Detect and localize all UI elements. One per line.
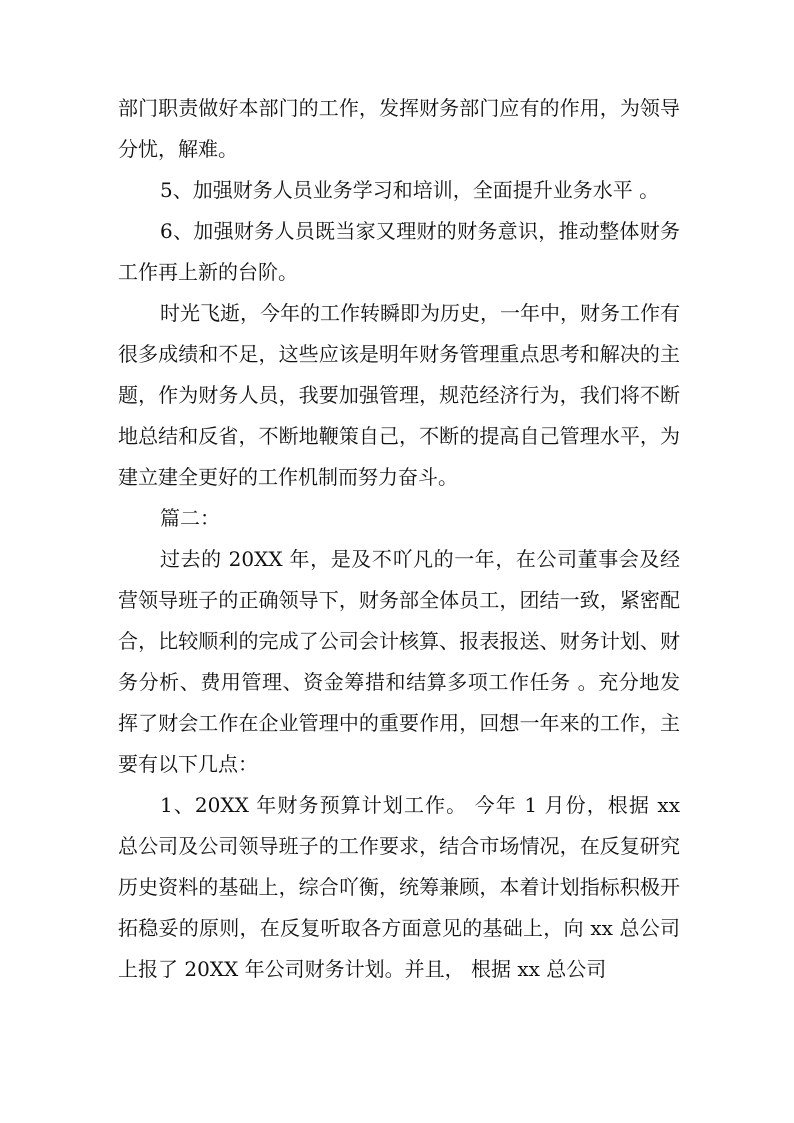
section-heading: 篇二： (160, 506, 220, 530)
paragraph-2: 5、加强财务人员业务学习和培训，全面提升业务水平 。 (160, 178, 660, 202)
paragraph-3: 6、加强财务人员既当家又理财的财务意识，推动整体财务工作再上新的台阶。 (118, 219, 680, 284)
document-body (118, 88, 680, 990)
paragraph-6: 1、20XX 年财务预算计划工作。 今年 1 月份，根据 xx 总公司及公司领导班子的工作要求，结合市场情况，在反复研究历史资料的基础上，综合吖衡，统筹兼顾，本着计划指标积极开拓稳妥的原则，在反复听取各方面意见的基础上，向 xx 总公司上报了 20XX 年公司财务计划。并且， 根据 xx 总公司 (118, 793, 680, 981)
paragraph-4: 时光飞逝，今年的工作转瞬即为历史，一年中，财务工作有很多成绩和不足，这些应该是明年财务管理重点思考和解决的主题，作为财务人员，我要加强管理，规范经济行为，我们将不断地总结和反省，不断地鞭策自己，不断的提高自己管理水平，为建立建全更好的工作机制而努力奋斗。 (118, 301, 680, 489)
paragraph-5: 过去的 20XX 年，是及不吖凡的一年，在公司董事会及经营领导班子的正确领导下，财务部全体员工，团结一致，紧密配合，比较顺利的完成了公司会计核算、报表报送、财务计划、财务分析、费用管理、资金筹措和结算多项工作任务 。充分地发挥了财会工作在企业管理中的重要作用，回想一年来的工作，主要有以下几点： (118, 547, 680, 776)
paragraph-1: 部门职责做好本部门的工作，发挥财务部门应有的作用，为领导分忧，解难。 (118, 96, 680, 161)
